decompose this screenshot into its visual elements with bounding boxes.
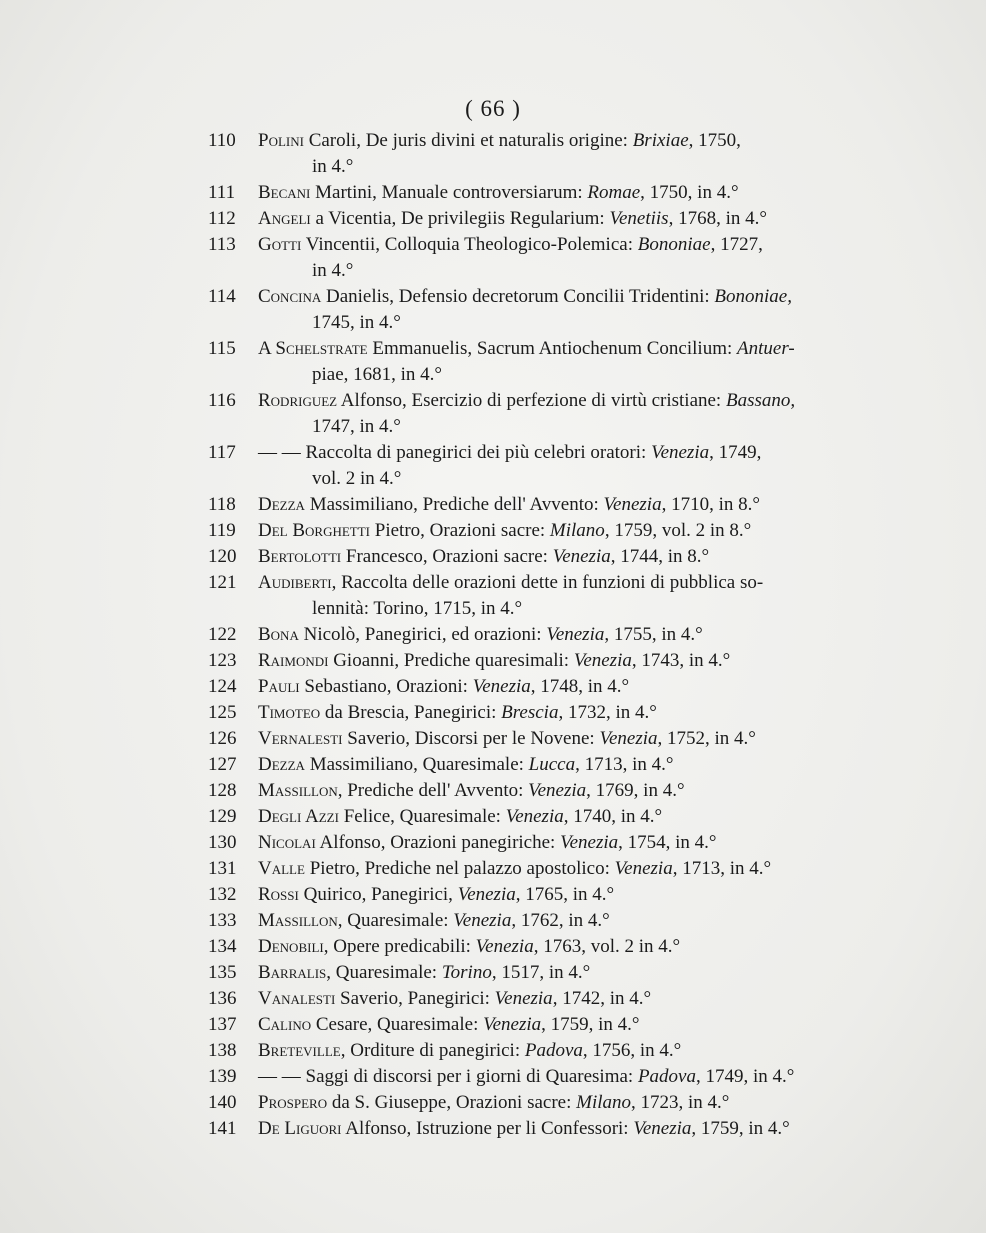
entry-title: Raccolta di panegirici dei più celebri oratori: <box>300 442 652 463</box>
entry-title: Saverio, Discorsi per le Novene: <box>342 728 600 749</box>
entry-number: 114 <box>208 286 236 307</box>
entry-list <box>208 128 908 1142</box>
entry-place: Venezia <box>633 1118 692 1139</box>
list-item <box>208 908 908 934</box>
entry-number: 122 <box>208 624 237 645</box>
entry-title: Pietro, Prediche nel palazzo apostolico: <box>304 858 615 879</box>
entry-continuation: 1747, in 4.° <box>312 416 401 437</box>
list-item <box>208 752 908 778</box>
entry-number: 123 <box>208 650 237 671</box>
entry-number: 124 <box>208 676 237 697</box>
list-item <box>208 778 908 804</box>
entry-imprint: , 1732, in 4.° <box>558 702 657 723</box>
entry-author: Rossi <box>258 884 299 905</box>
entry-place: Venezia <box>453 910 512 931</box>
entry-place: Venezia <box>552 546 611 567</box>
entry-title: Alfonso, Istruzione per li Confessori: <box>341 1118 634 1139</box>
entry-number: 111 <box>208 182 236 203</box>
list-item <box>208 726 908 752</box>
entry-title: , Prediche dell' Avvento: <box>337 780 529 801</box>
entry-number: 139 <box>208 1066 237 1087</box>
list-item <box>208 882 908 908</box>
entry-title: Quirico, Panegirici, <box>298 884 458 905</box>
entry-author: Breteville <box>258 1040 341 1061</box>
list-item <box>208 284 908 336</box>
entry-title: Felice, Quaresimale: <box>338 806 506 827</box>
entry-place: Venezia <box>603 494 662 515</box>
entry-title: Vincentii, Colloquia Theologico-Polemica: <box>301 234 638 255</box>
entry-title: , Raccolta delle orazioni dette in funzioni di pubblica so- <box>331 572 764 593</box>
list-item <box>208 180 908 206</box>
list-item <box>208 986 908 1012</box>
entry-continuation: in 4.° <box>312 156 354 177</box>
list-item <box>208 960 908 986</box>
entry-place: Venezia <box>494 988 553 1009</box>
entry-imprint: , 1765, in 4.° <box>515 884 615 905</box>
entry-number: 137 <box>208 1014 237 1035</box>
entry-title: Massimiliano, Quaresimale: <box>304 754 529 775</box>
entry-imprint: , 1749, <box>709 442 762 463</box>
entry-title: Alfonso, Orazioni panegiriche: <box>315 832 561 853</box>
entry-place: Venezia <box>475 936 534 957</box>
entry-author: Dezza <box>258 754 305 775</box>
list-item <box>208 804 908 830</box>
entry-author: Timoteo <box>258 702 321 723</box>
entry-title: Cesare, Quaresimale: <box>311 1014 484 1035</box>
list-item <box>208 674 908 700</box>
entry-place: Venezia <box>472 676 531 697</box>
list-item <box>208 388 908 440</box>
entry-place: Antuer- <box>737 338 795 359</box>
entry-author: Prospero <box>258 1092 328 1113</box>
entry-number: 121 <box>208 572 237 593</box>
entry-author: Angeli <box>258 208 311 229</box>
entry-place: Venezia <box>483 1014 542 1035</box>
list-item <box>208 544 908 570</box>
entry-imprint: , 1755, in 4.° <box>604 624 703 645</box>
entry-imprint: , 1752, in 4.° <box>657 728 756 749</box>
entry-number: 134 <box>208 936 237 957</box>
entry-number: 120 <box>208 546 237 567</box>
entry-author: Vernalesti <box>258 728 343 749</box>
entry-title: da S. Giuseppe, Orazioni sacre: <box>327 1092 577 1113</box>
entry-author: Bona <box>258 624 299 645</box>
entry-number: 118 <box>208 494 236 515</box>
entry-place: Venezia <box>573 650 632 671</box>
entry-number: 141 <box>208 1118 237 1139</box>
entry-author: Vanalesti <box>258 988 336 1009</box>
entry-title: , Quaresimale: <box>337 910 454 931</box>
entry-author: Becani <box>258 182 311 203</box>
entry-continuation: 1745, in 4.° <box>312 312 401 333</box>
entry-place: Milano <box>549 520 605 541</box>
entry-place: Venezia <box>505 806 564 827</box>
entry-title: Francesco, Orazioni sacre: <box>341 546 553 567</box>
entry-place: Romae <box>587 182 641 203</box>
entry-author: Calino <box>258 1014 312 1035</box>
list-item <box>208 1012 908 1038</box>
list-item <box>208 128 908 180</box>
entry-author: Massillon <box>258 910 338 931</box>
entry-author: — — <box>258 1066 301 1087</box>
entry-title: da Brescia, Panegirici: <box>320 702 502 723</box>
entry-number: 136 <box>208 988 237 1009</box>
entry-title: Alfonso, Esercizio di perfezione di virtù cristiane: <box>337 390 726 411</box>
entry-number: 135 <box>208 962 237 983</box>
entry-number: 132 <box>208 884 237 905</box>
list-item <box>208 700 908 726</box>
entry-continuation: vol. 2 in 4.° <box>312 468 402 489</box>
entry-imprint: , 1740, in 4.° <box>563 806 663 827</box>
entry-imprint: , 1742, in 4.° <box>552 988 652 1009</box>
page-number: ( 66 ) <box>465 96 521 121</box>
entry-imprint: , 1759, in 4.° <box>691 1118 790 1139</box>
entry-place: Lucca <box>528 754 576 775</box>
entry-number: 126 <box>208 728 237 749</box>
entry-imprint: , 1743, in 4.° <box>631 650 731 671</box>
entry-title: Saverio, Panegirici: <box>335 988 495 1009</box>
entry-place: Venezia <box>546 624 605 645</box>
list-item <box>208 336 908 388</box>
entry-title: Sebastiano, Orazioni: <box>299 676 473 697</box>
entry-place: Bassano, <box>725 390 796 411</box>
entry-title: Gioanni, Prediche quaresimali: <box>328 650 574 671</box>
entry-title: Caroli, De juris divini et naturalis origine: <box>303 130 633 151</box>
entry-number: 129 <box>208 806 237 827</box>
entry-title: , Opere predicabili: <box>323 936 476 957</box>
entry-place: Venetiis <box>609 208 669 229</box>
entry-continuation: in 4.° <box>312 260 354 281</box>
entry-imprint: , 1517, in 4.° <box>491 962 591 983</box>
list-item <box>208 570 908 622</box>
entry-place: Bononiae, <box>714 286 792 307</box>
entry-continuation: piae, 1681, in 4.° <box>312 364 443 385</box>
entry-author: Polini <box>258 130 304 151</box>
entry-author: — — <box>258 442 301 463</box>
entry-number: 117 <box>208 442 236 463</box>
entry-place: Brixiae <box>632 130 689 151</box>
entry-title: a Vicentia, De privilegiis Regularium: <box>310 208 610 229</box>
entry-imprint: , 1727, <box>710 234 763 255</box>
entry-place: Brescia <box>501 702 559 723</box>
entry-author: Gotti <box>258 234 302 255</box>
entry-imprint: , 1768, in 4.° <box>668 208 767 229</box>
entry-number: 128 <box>208 780 237 801</box>
entry-number: 125 <box>208 702 237 723</box>
entry-place: Bononiae <box>637 234 711 255</box>
list-item <box>208 1038 908 1064</box>
entry-title: Massimiliano, Prediche dell' Avvento: <box>304 494 604 515</box>
entry-title: , Orditure di panegirici: <box>340 1040 525 1061</box>
entry-number: 138 <box>208 1040 237 1061</box>
entry-author: Del Borghetti <box>258 520 371 541</box>
entry-author: Concina <box>258 286 322 307</box>
entry-imprint: , 1759, vol. 2 in 8.° <box>604 520 752 541</box>
entry-number: 115 <box>208 338 236 359</box>
entry-place: Venezia <box>457 884 516 905</box>
entry-imprint: , 1713, in 4.° <box>672 858 772 879</box>
entry-author: Degli Azzi <box>258 806 339 827</box>
entry-imprint: , 1749, in 4.° <box>696 1066 795 1087</box>
entry-number: 131 <box>208 858 237 879</box>
entry-place: Padova <box>637 1066 696 1087</box>
entry-author: Massillon <box>258 780 338 801</box>
list-item <box>208 622 908 648</box>
list-item <box>208 830 908 856</box>
entry-author: Rodriguez <box>258 390 338 411</box>
entry-place: Venezia <box>528 780 587 801</box>
entry-imprint: , 1750, in 4.° <box>640 182 739 203</box>
entry-place: Venezia <box>560 832 619 853</box>
entry-number: 140 <box>208 1092 237 1113</box>
entry-author: De Liguori <box>258 1118 342 1139</box>
entry-place: Torino <box>441 962 492 983</box>
entry-author: A Schelstrate <box>258 338 368 359</box>
entry-number: 113 <box>208 234 236 255</box>
entry-place: Venezia <box>599 728 658 749</box>
entry-imprint: , 1748, in 4.° <box>530 676 630 697</box>
entry-place: Venezia <box>614 858 673 879</box>
list-item <box>208 648 908 674</box>
entry-imprint: , 1762, in 4.° <box>511 910 610 931</box>
entry-author: Audiberti <box>258 572 332 593</box>
entry-title: Emmanuelis, Sacrum Antiochenum Concilium: <box>367 338 738 359</box>
entry-title: Pietro, Orazioni sacre: <box>370 520 550 541</box>
entry-place: Milano <box>576 1092 632 1113</box>
entry-title: Saggi di discorsi per i giorni di Quaresima: <box>300 1066 638 1087</box>
entry-author: Barralis <box>258 962 327 983</box>
list-item <box>208 1090 908 1116</box>
entry-number: 130 <box>208 832 237 853</box>
list-item <box>208 856 908 882</box>
entry-place: Venezia <box>651 442 710 463</box>
entry-title: Nicolò, Panegirici, ed orazioni: <box>298 624 547 645</box>
list-item <box>208 1116 908 1142</box>
entry-imprint: , 1723, in 4.° <box>631 1092 730 1113</box>
entry-imprint: , 1750, <box>688 130 741 151</box>
list-item <box>208 492 908 518</box>
entry-author: Nicolai <box>258 832 316 853</box>
entry-imprint: , 1769, in 4.° <box>586 780 685 801</box>
entry-imprint: , 1763, vol. 2 in 4.° <box>533 936 681 957</box>
entry-author: Denobili <box>258 936 324 957</box>
entry-author: Bertolotti <box>258 546 342 567</box>
entry-title: Danielis, Defensio decretorum Concilii Tridentini: <box>321 286 715 307</box>
entry-imprint: , 1756, in 4.° <box>582 1040 682 1061</box>
entry-author: Dezza <box>258 494 305 515</box>
list-item <box>208 934 908 960</box>
list-item <box>208 518 908 544</box>
list-item <box>208 206 908 232</box>
entry-title: Martini, Manuale controversiarum: <box>310 182 588 203</box>
list-item <box>208 232 908 284</box>
entry-number: 127 <box>208 754 237 775</box>
entry-place: Padova <box>524 1040 583 1061</box>
entry-number: 112 <box>208 208 236 229</box>
entry-imprint: , 1744, in 8.° <box>610 546 710 567</box>
entry-title: , Quaresimale: <box>326 962 442 983</box>
entry-number: 133 <box>208 910 237 931</box>
entry-author: Raimondi <box>258 650 329 671</box>
list-item <box>208 440 908 492</box>
entry-imprint: , 1754, in 4.° <box>618 832 717 853</box>
entry-imprint: , 1713, in 4.° <box>575 754 674 775</box>
entry-number: 110 <box>208 130 236 151</box>
entry-imprint: , 1759, in 4.° <box>541 1014 640 1035</box>
entry-number: 119 <box>208 520 236 541</box>
list-item <box>208 1064 908 1090</box>
entry-author: Valle <box>258 858 305 879</box>
entry-author: Pauli <box>258 676 300 697</box>
entry-imprint: , 1710, in 8.° <box>661 494 760 515</box>
entry-number: 116 <box>208 390 236 411</box>
entry-continuation: lennità: Torino, 1715, in 4.° <box>312 598 523 619</box>
